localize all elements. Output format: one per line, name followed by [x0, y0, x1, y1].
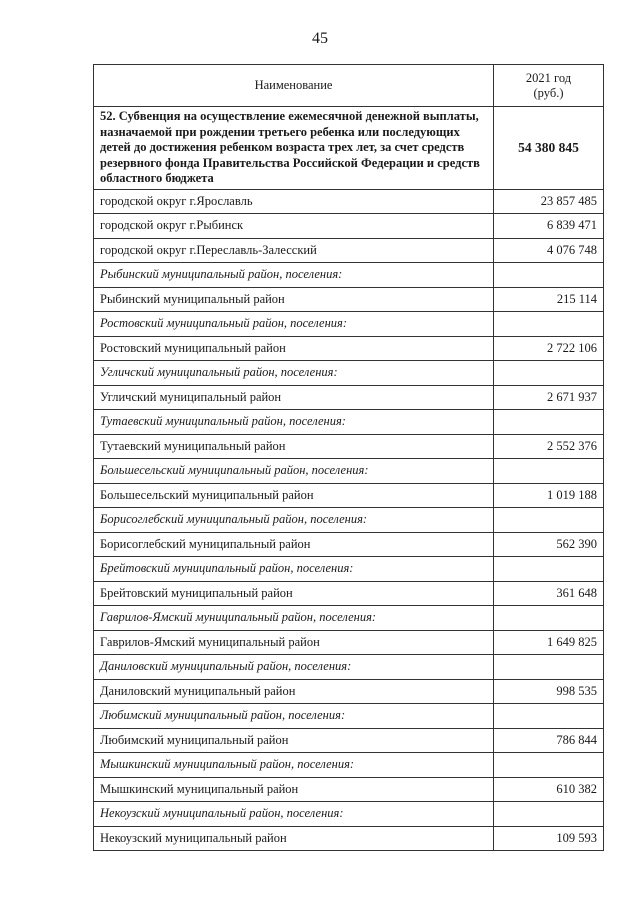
district-subheader-label: Ростовский муниципальный район, поселения: — [94, 312, 494, 337]
entity-name: Брейтовский муниципальный район — [94, 581, 494, 606]
district-subheader-label: Брейтовский муниципальный район, поселения: — [94, 557, 494, 582]
table-subheader-row — [94, 263, 604, 288]
entity-name: городской округ г.Переславль-Залесский — [94, 238, 494, 263]
entity-amount: 4 076 748 — [494, 238, 604, 263]
table-row — [94, 581, 604, 606]
table-subheader-row — [94, 802, 604, 827]
entity-name: Даниловский муниципальный район — [94, 679, 494, 704]
page-number: 45 — [312, 30, 328, 47]
section-amount: 54 380 845 — [494, 107, 604, 190]
table-subheader-row — [94, 508, 604, 533]
entity-amount: 786 844 — [494, 728, 604, 753]
entity-name: Рыбинский муниципальный район — [94, 287, 494, 312]
entity-name: Большесельский муниципальный район — [94, 483, 494, 508]
column-header-name: Наименование — [94, 65, 494, 107]
table-subheader-row — [94, 557, 604, 582]
district-subheader-label: Угличский муниципальный район, поселения: — [94, 361, 494, 386]
entity-amount: 2 671 937 — [494, 385, 604, 410]
entity-amount — [494, 655, 604, 680]
district-subheader-label: Некоузский муниципальный район, поселения: — [94, 802, 494, 827]
entity-amount: 610 382 — [494, 777, 604, 802]
entity-amount: 23 857 485 — [494, 189, 604, 214]
entity-amount: 562 390 — [494, 532, 604, 557]
table-row — [94, 483, 604, 508]
entity-amount: 998 535 — [494, 679, 604, 704]
entity-amount: 109 593 — [494, 826, 604, 851]
entity-amount — [494, 410, 604, 435]
entity-amount — [494, 802, 604, 827]
entity-amount: 215 114 — [494, 287, 604, 312]
entity-amount: 2 552 376 — [494, 434, 604, 459]
table-subheader-row — [94, 704, 604, 729]
entity-name: городской округ г.Ярославль — [94, 189, 494, 214]
district-subheader-label: Мышкинский муниципальный район, поселения: — [94, 753, 494, 778]
entity-amount — [494, 557, 604, 582]
section-row — [94, 107, 604, 190]
entity-amount — [494, 704, 604, 729]
column-header-year: 2021 год — [525, 70, 572, 85]
district-subheader-label: Борисоглебский муниципальный район, поселения: — [94, 508, 494, 533]
table-row — [94, 238, 604, 263]
entity-amount: 1 649 825 — [494, 630, 604, 655]
entity-amount — [494, 312, 604, 337]
column-header-amount — [494, 65, 604, 107]
table-row — [94, 189, 604, 214]
entity-name: Любимский муниципальный район — [94, 728, 494, 753]
entity-name: Некоузский муниципальный район — [94, 826, 494, 851]
table-row — [94, 385, 604, 410]
table-row — [94, 287, 604, 312]
district-subheader-label: Даниловский муниципальный район, поселения: — [94, 655, 494, 680]
district-subheader-label: Большесельский муниципальный район, поселения: — [94, 459, 494, 484]
table-row — [94, 679, 604, 704]
entity-name: Борисоглебский муниципальный район — [94, 532, 494, 557]
table-row — [94, 826, 604, 851]
district-subheader-label: Любимский муниципальный район, поселения: — [94, 704, 494, 729]
entity-name: Мышкинский муниципальный район — [94, 777, 494, 802]
table-row — [94, 532, 604, 557]
entity-name: Гаврилов-Ямский муниципальный район — [94, 630, 494, 655]
entity-amount: 361 648 — [494, 581, 604, 606]
table-subheader-row — [94, 312, 604, 337]
table-row — [94, 336, 604, 361]
table-subheader-row — [94, 606, 604, 631]
entity-amount — [494, 753, 604, 778]
entity-name: Ростовский муниципальный район — [94, 336, 494, 361]
entity-amount: 6 839 471 — [494, 214, 604, 239]
entity-name: Угличский муниципальный район — [94, 385, 494, 410]
entity-amount: 2 722 106 — [494, 336, 604, 361]
table-subheader-row — [94, 459, 604, 484]
column-header-unit: (руб.) — [533, 85, 564, 100]
entity-name: городской округ г.Рыбинск — [94, 214, 494, 239]
entity-amount — [494, 263, 604, 288]
entity-amount — [494, 459, 604, 484]
district-subheader-label: Тутаевский муниципальный район, поселения: — [94, 410, 494, 435]
table-header-row — [94, 65, 604, 107]
entity-amount — [494, 508, 604, 533]
table-row — [94, 777, 604, 802]
entity-name: Тутаевский муниципальный район — [94, 434, 494, 459]
table-subheader-row — [94, 655, 604, 680]
district-subheader-label: Рыбинский муниципальный район, поселения: — [94, 263, 494, 288]
entity-amount — [494, 361, 604, 386]
table-row — [94, 214, 604, 239]
table-body — [94, 107, 604, 851]
entity-amount — [494, 606, 604, 631]
table-row — [94, 630, 604, 655]
budget-table — [93, 64, 604, 851]
table-subheader-row — [94, 753, 604, 778]
section-title: 52. Субвенция на осуществление ежемесячной денежной выплаты, назначаемой при рождении третьего ребенка или последующих детей до достижения ребенком возраста трех лет, за счет средств резервного фонда Правительства Российской Федерации и средств областного бюджета — [94, 107, 494, 190]
table-row — [94, 434, 604, 459]
table-row — [94, 728, 604, 753]
table-subheader-row — [94, 410, 604, 435]
table-subheader-row — [94, 361, 604, 386]
district-subheader-label: Гаврилов-Ямский муниципальный район, поселения: — [94, 606, 494, 631]
entity-amount: 1 019 188 — [494, 483, 604, 508]
